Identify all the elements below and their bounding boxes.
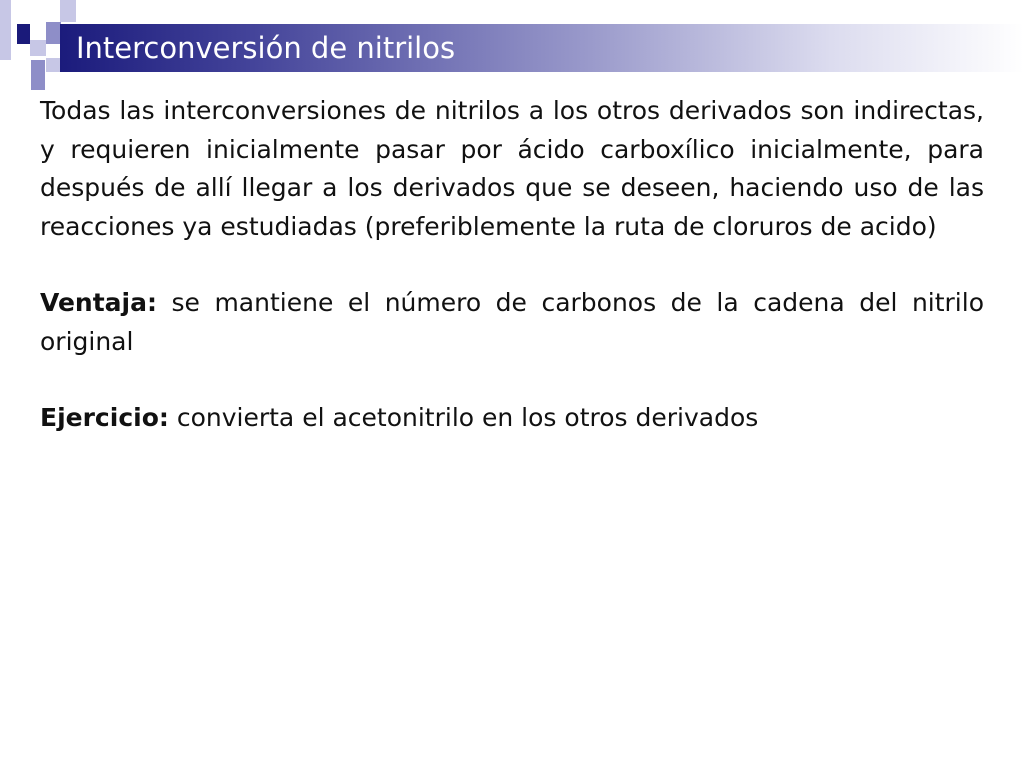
decor-square [60, 0, 76, 22]
slide-title: Interconversión de nitrilos [76, 31, 456, 65]
decor-square [31, 60, 45, 90]
decor-square [17, 24, 30, 44]
intro-paragraph: Todas las interconversiones de nitrilos a los otros derivados son indirectas, y requieren inicialmente pasar por ácido carboxílico inicialmente, para después de allí llegar a los derivados que se deseen, haciendo uso de las reacciones ya estudiadas (preferiblemente la ruta de cloruros de acido) [40, 96, 984, 241]
decor-square [46, 22, 61, 44]
slide-body [40, 92, 984, 438]
exercise-paragraph [40, 399, 984, 438]
advantage-text: se mantiene el número de carbonos de la cadena del nitrilo original [40, 288, 984, 356]
decor-square [30, 40, 46, 56]
exercise-text: convierta el acetonitrilo en los otros derivados [168, 403, 759, 432]
decor-square [0, 0, 11, 60]
advantage-label: Ventaja: [40, 288, 157, 317]
exercise-label: Ejercicio: [40, 403, 169, 432]
advantage-paragraph [40, 284, 984, 361]
